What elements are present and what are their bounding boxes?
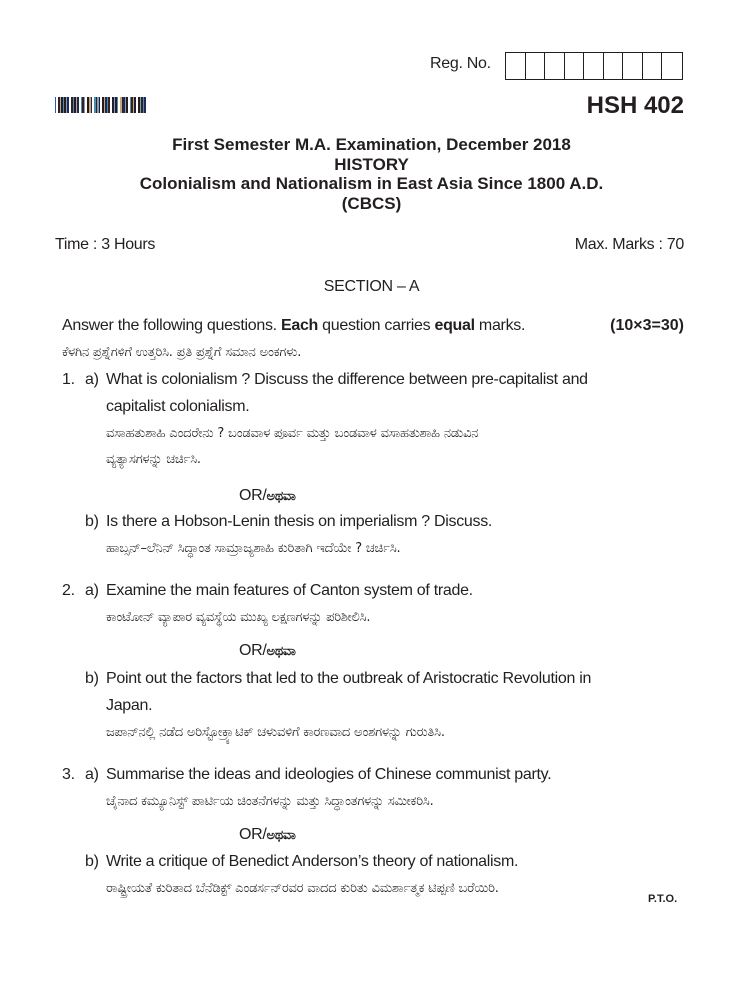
max-marks: Max. Marks : 70 (574, 236, 684, 253)
subject-title: HISTORY (334, 154, 409, 174)
reg-no-label: Reg. No. (430, 55, 491, 72)
question-text-kn: ರಾಷ್ಟ್ರೀಯತೆ ಕುರಿತಾದ ಬೆನೆಡಿಕ್ಟ್ ಎಂಡರ್ಸನ್‌ರವರ ವಾದದ ಕುರಿತು ವಿಮರ್ಶಾತ್ಮಕ ಟಿಪ್ಪಣಿ ಬರೆಯಿರಿ. (106, 881, 499, 896)
or-label-en: OR/ (239, 642, 267, 659)
question-text-en: Summarise the ideas and ideologies of Chinese communist party. (106, 766, 552, 783)
reg-no-digit-box[interactable] (565, 53, 585, 79)
reg-no-digit-box[interactable] (526, 53, 546, 79)
question-text-kn: ಚೈನಾದ ಕಮ್ಯೂನಿಸ್ಟ್ ಪಾರ್ಟಿಯ ಚಿಂತನೆಗಳನ್ನು ಮತ್ತು ಸಿದ್ಧಾಂತಗಳನ್ನು ಸಮೀಕರಿಸಿ. (106, 794, 434, 809)
paper-code: HSH 402 (586, 92, 684, 119)
question-text-kn: ವ್ಯತ್ಯಾಸಗಳನ್ನು ಚರ್ಚಿಸಿ. (106, 452, 201, 467)
question-text-en: Write a critique of Benedict Anderson’s theory of nationalism. (106, 853, 519, 870)
question-text-en: capitalist colonialism. (106, 398, 250, 415)
instruction-bold: Each (280, 317, 319, 334)
or-label-en: OR/ (239, 487, 267, 504)
question-text-en: Japan. (106, 697, 153, 714)
marks-scheme: (10×3=30) (610, 317, 684, 334)
question-text-kn: ಕಾಂಟೋನ್ ವ್ಯಾಪಾರ ವ್ಯವಸ್ಥೆಯ ಮುಖ್ಯ ಲಕ್ಷಣಗಳನ್ನು ಪರಿಶೀಲಿಸಿ. (106, 610, 371, 625)
question-part-label: a) (85, 766, 99, 783)
question-part-label: a) (85, 582, 99, 599)
or-label-kn: ಅಥವಾ (266, 644, 296, 659)
pto-label: P.T.O. (648, 893, 678, 905)
reg-no-boxes[interactable] (505, 52, 683, 80)
or-label-kn: ಅಥವಾ (266, 828, 296, 843)
question-part-label: b) (85, 513, 99, 530)
reg-no-digit-box[interactable] (545, 53, 565, 79)
reg-no-digit-box[interactable] (604, 53, 624, 79)
question-text-en: Examine the main features of Canton system of trade. (106, 582, 473, 599)
question-part-label: b) (85, 670, 99, 687)
or-label-en: OR/ (239, 826, 267, 843)
question-part-label: b) (85, 853, 99, 870)
question-part-label: a) (85, 371, 99, 388)
or-label-kn: ಅಥವಾ (266, 489, 296, 504)
paper-title: Colonialism and Nationalism in East Asia Since 1800 A.D. (139, 174, 604, 193)
reg-no-digit-box[interactable] (623, 53, 643, 79)
exam-heading (0, 135, 743, 213)
exam-title: First Semester M.A. Examination, December 2018 (172, 135, 571, 154)
or-divider (239, 826, 296, 844)
barcode-icon (55, 97, 170, 113)
question-number: 2. (62, 582, 75, 599)
instruction-en (62, 317, 525, 335)
question-number: 3. (62, 766, 75, 783)
question-number: 1. (62, 371, 75, 388)
instruction-bold: equal (434, 317, 475, 334)
question-text-kn: ಜಪಾನ್‌ನಲ್ಲಿ ನಡೆದ ಅರಿಸ್ಟೋಕ್ರ್ಯಾಟಿಕ್ ಚಳುವಳಿಗೆ ಕಾರಣವಾದ ಅಂಶಗಳನ್ನು ಗುರುತಿಸಿ. (106, 725, 445, 740)
or-divider (239, 487, 296, 505)
reg-no-digit-box[interactable] (506, 53, 526, 79)
instruction-text: question carries (318, 317, 435, 334)
instruction-text: marks. (474, 317, 526, 334)
question-text-en: Is there a Hobson-Lenin thesis on imperialism ? Discuss. (106, 513, 493, 530)
instruction-text: Answer the following questions. (62, 317, 281, 334)
scheme-label: (CBCS) (341, 193, 402, 213)
instruction-kn: ಕೆಳಗಿನ ಪ್ರಶ್ನೆಗಳಿಗೆ ಉತ್ತರಿಸಿ. ಪ್ರತಿ ಪ್ರಶ್ನೆಗೆ ಸಮಾನ ಅಂಕಗಳು. (62, 345, 302, 360)
section-title: SECTION – A (323, 278, 420, 295)
or-divider (239, 642, 296, 660)
reg-no-digit-box[interactable] (584, 53, 604, 79)
reg-no-digit-box[interactable] (643, 53, 663, 79)
question-text-en: What is colonialism ? Discuss the difference between pre-capitalist and (106, 371, 588, 388)
reg-no-digit-box[interactable] (662, 53, 682, 79)
question-text-kn: ಹಾಬ್ಸನ್–ಲೆನಿನ್ ಸಿದ್ಧಾಂತ ಸಾಮ್ರಾಜ್ಯಶಾಹಿ ಕುರಿತಾಗಿ ಇದೆಯೇ ? ಚರ್ಚಿಸಿ. (106, 541, 401, 556)
question-text-kn: ವಸಾಹತುಶಾಹಿ ಎಂದರೇನು ? ಬಂಡವಾಳ ಪೂರ್ವ ಮತ್ತು ಬಂಡವಾಳ ವಸಾಹತುಶಾಹಿ ನಡುವಿನ (106, 426, 479, 441)
time-allowed: Time : 3 Hours (55, 236, 156, 253)
question-text-en: Point out the factors that led to the outbreak of Aristocratic Revolution in (106, 670, 592, 687)
